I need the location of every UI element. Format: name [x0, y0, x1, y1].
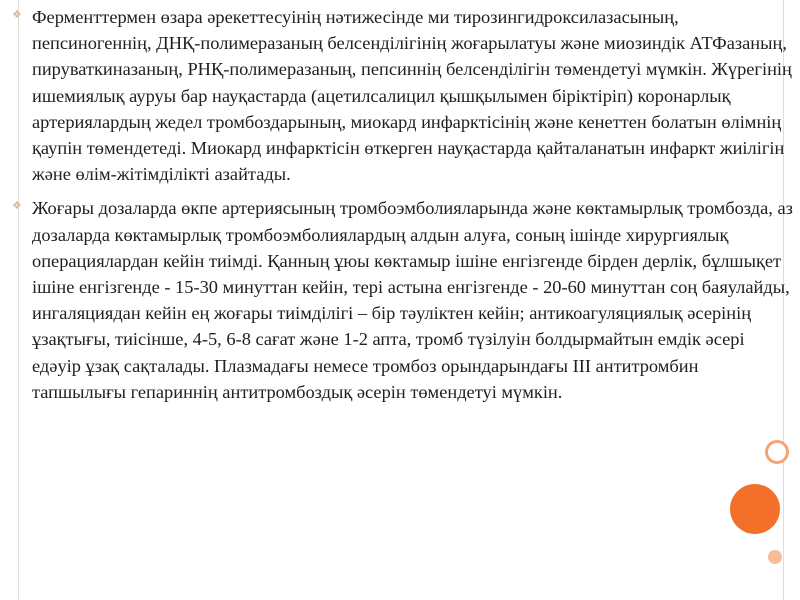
diamond-bullet-icon: ❖ [12, 9, 22, 21]
bullet-item [10, 4, 795, 187]
slide-content [10, 4, 795, 405]
bullet-text: Ферменттермен өзара әрекеттесуінің нәтижесінде ми тирозингидроксилазасының, пепсиногеннің, ДНҚ-полимеразаның белсенділігінің жоғарылатуы және миозиндік АТФазаның, пируваткиназаның, РНҚ-полимеразаның, пепсиннің белсенділігін төмендетуі мүмкін. Жүрегінің ишемиялық ауруы бар науқастарда (ацетилсалицил қышқылымен біріктіріп) коронарлық артериялардың жедел тромбоздарының, миокард инфарктісінің және кенеттен болатын өлімнің қаупін төмендетеді. Миокард инфарктісін өткерген науқастарда қайталанатын инфаркт жиілігін және өлім-жітімділікті азайтады. [32, 7, 792, 185]
ring-circle-icon [765, 440, 789, 464]
small-circle-icon [768, 550, 782, 564]
diamond-bullet-icon: ❖ [12, 200, 22, 213]
bullet-item [10, 195, 795, 405]
large-orange-circle-icon [730, 484, 780, 534]
bullet-text: Жоғары дозаларда өкпе артериясының тромбоэмболияларында және көктамырлық тромбозда, аз дозаларда көктамырлық тромбоэмболиялардың алдын алуға, соның ішінде хирургиялық операциялардан кейін тиімді. Қанның ұюы көктамыр ішіне енгізгенде бірден дерлік, бұлшықет ішіне енгізгенде - 15-30 минуттан кейін, тері астына енгізгенде - 20-60 минуттан соң баяулайды, ингаляциядан кейін ең жоғары тиімділігі – бір тәуліктен кейін; антикоагуляциялық әсерінің ұзақтығы, тиісінше, 4-5, 6-8 сағат және 1-2 апта, тромб түзілуін болдырмайтын емдік әсері едәуір ұзақ сақталады. Плазмадағы немесе тромбоз орындарындағы III антитромбин тапшылығы гепариннің антитромбоздық әсерін төмендетуі мүмкін. [32, 198, 793, 402]
decorative-circles [720, 440, 800, 600]
